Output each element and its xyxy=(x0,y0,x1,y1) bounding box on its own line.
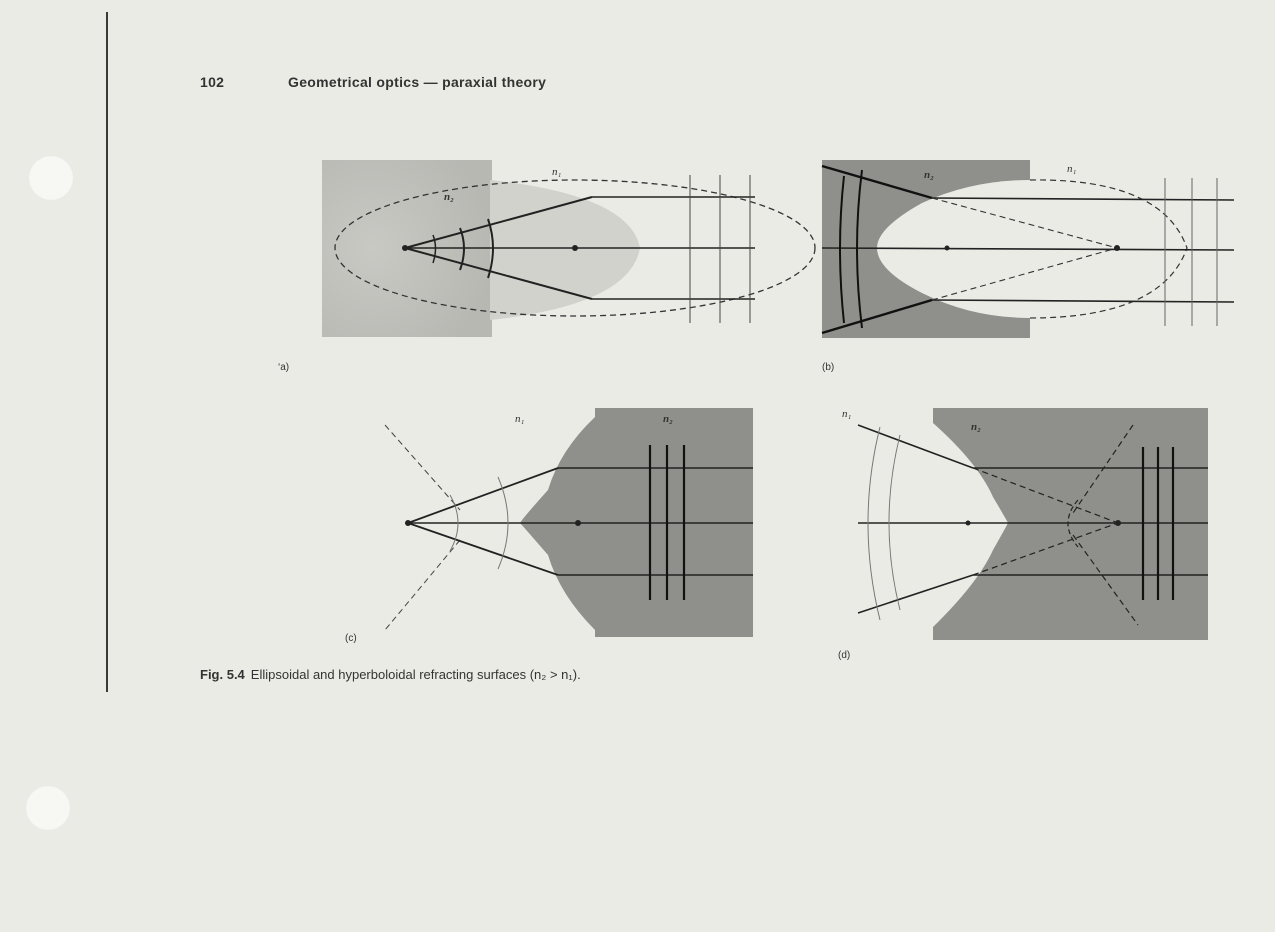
punch-hole-bottom xyxy=(25,785,71,831)
panel-a-n1: n₁ xyxy=(552,166,562,178)
figure-number: Fig. 5.4 xyxy=(200,667,245,682)
panel-d-label: (d) xyxy=(838,650,851,661)
panel-d-n2: n₂ xyxy=(971,421,981,433)
margin-rule xyxy=(106,12,108,692)
running-title: Geometrical optics — paraxial theory xyxy=(288,74,547,90)
panel-a-n2: n₂ xyxy=(444,191,454,203)
panel-a-focus xyxy=(572,245,578,251)
panel-c-asymptote-bottom xyxy=(385,540,460,630)
figure-caption-text: Ellipsoidal and hyperboloidal refracting surfaces (n₂ > n₁). xyxy=(250,667,581,682)
panel-c-label: (c) xyxy=(345,633,357,644)
panel-c-asymptote-top xyxy=(385,425,460,510)
figure-caption xyxy=(200,667,581,682)
panel-a-label: ‘a) xyxy=(278,362,290,373)
panel-a-source xyxy=(402,245,408,251)
panel-b-diagram xyxy=(822,158,1242,343)
punch-hole-top xyxy=(28,155,74,201)
panel-b-focus xyxy=(1114,245,1120,251)
panel-d-center xyxy=(966,521,971,526)
panel-b-n1: n₁ xyxy=(1067,163,1077,175)
panel-a-diagram xyxy=(320,155,760,345)
panel-d-medium xyxy=(933,408,1208,640)
panel-c-focus xyxy=(575,520,581,526)
panel-c-source xyxy=(405,520,411,526)
panel-c-n1: n₁ xyxy=(515,413,525,425)
panel-b-center xyxy=(945,246,950,251)
panel-b-label: (b) xyxy=(822,362,835,373)
panel-c-diagram xyxy=(380,405,760,640)
panel-d-focus xyxy=(1115,520,1121,526)
page-number: 102 xyxy=(200,74,225,90)
panel-b-n2: n₂ xyxy=(924,169,934,181)
page-header xyxy=(200,74,546,90)
panel-d-n1: n₁ xyxy=(842,408,852,420)
panel-c-n2: n₂ xyxy=(663,413,673,425)
panel-d-diagram xyxy=(838,405,1213,645)
